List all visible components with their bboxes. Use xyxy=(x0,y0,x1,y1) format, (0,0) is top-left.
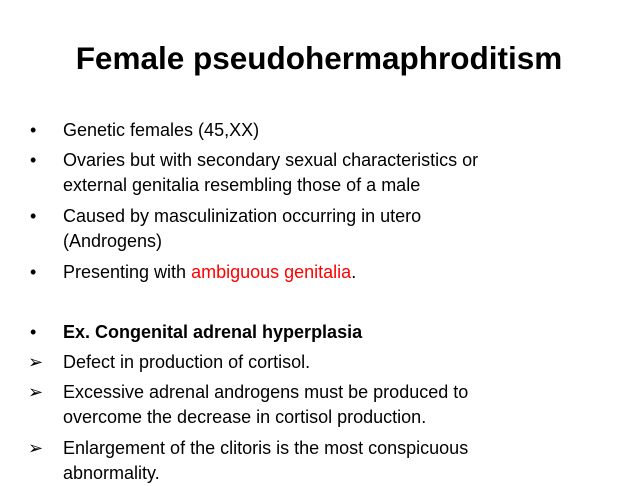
bullet-text: Ex. Congenital adrenal hyperplasia xyxy=(63,322,363,342)
arrow-marker-icon: ➢ xyxy=(28,382,44,402)
bullet-text xyxy=(63,380,623,430)
bullet-line: overcome the decrease in cortisol production. xyxy=(63,407,427,427)
bullet-line: Caused by masculinization occurring in utero xyxy=(63,206,422,226)
arrow-marker-icon: ➢ xyxy=(28,352,44,372)
bullet-text: Defect in production of cortisol. xyxy=(63,352,311,372)
bullet-marker: • xyxy=(30,262,37,282)
bullet-line: external genitalia resembling those of a male xyxy=(63,175,421,195)
bullet-line: Enlargement of the clitoris is the most conspicuous xyxy=(63,438,469,458)
bullet-line: (Androgens) xyxy=(63,231,163,251)
bullet-text: Genetic females (45,XX) xyxy=(63,120,260,140)
bullet-marker: • xyxy=(30,150,37,170)
bullet-marker: • xyxy=(30,206,37,226)
bullet-text xyxy=(63,436,623,486)
bullet-suffix: . xyxy=(351,262,357,282)
bullet-marker: • xyxy=(30,120,37,140)
arrow-marker-icon: ➢ xyxy=(28,438,44,458)
slide-title: Female pseudohermaphroditism xyxy=(75,40,563,76)
bullet-line: Excessive adrenal androgens must be produced to xyxy=(63,382,469,402)
bullet-marker: • xyxy=(30,322,37,342)
bullet-text xyxy=(63,148,623,198)
highlight-text: ambiguous genitalia xyxy=(191,262,352,282)
bullet-text xyxy=(63,260,623,285)
bullet-line: abnormality. xyxy=(63,463,160,483)
bullet-line: Ovaries but with secondary sexual characteristics or xyxy=(63,150,479,170)
bullet-text xyxy=(63,204,623,254)
bullet-prefix: Presenting with xyxy=(63,262,192,282)
